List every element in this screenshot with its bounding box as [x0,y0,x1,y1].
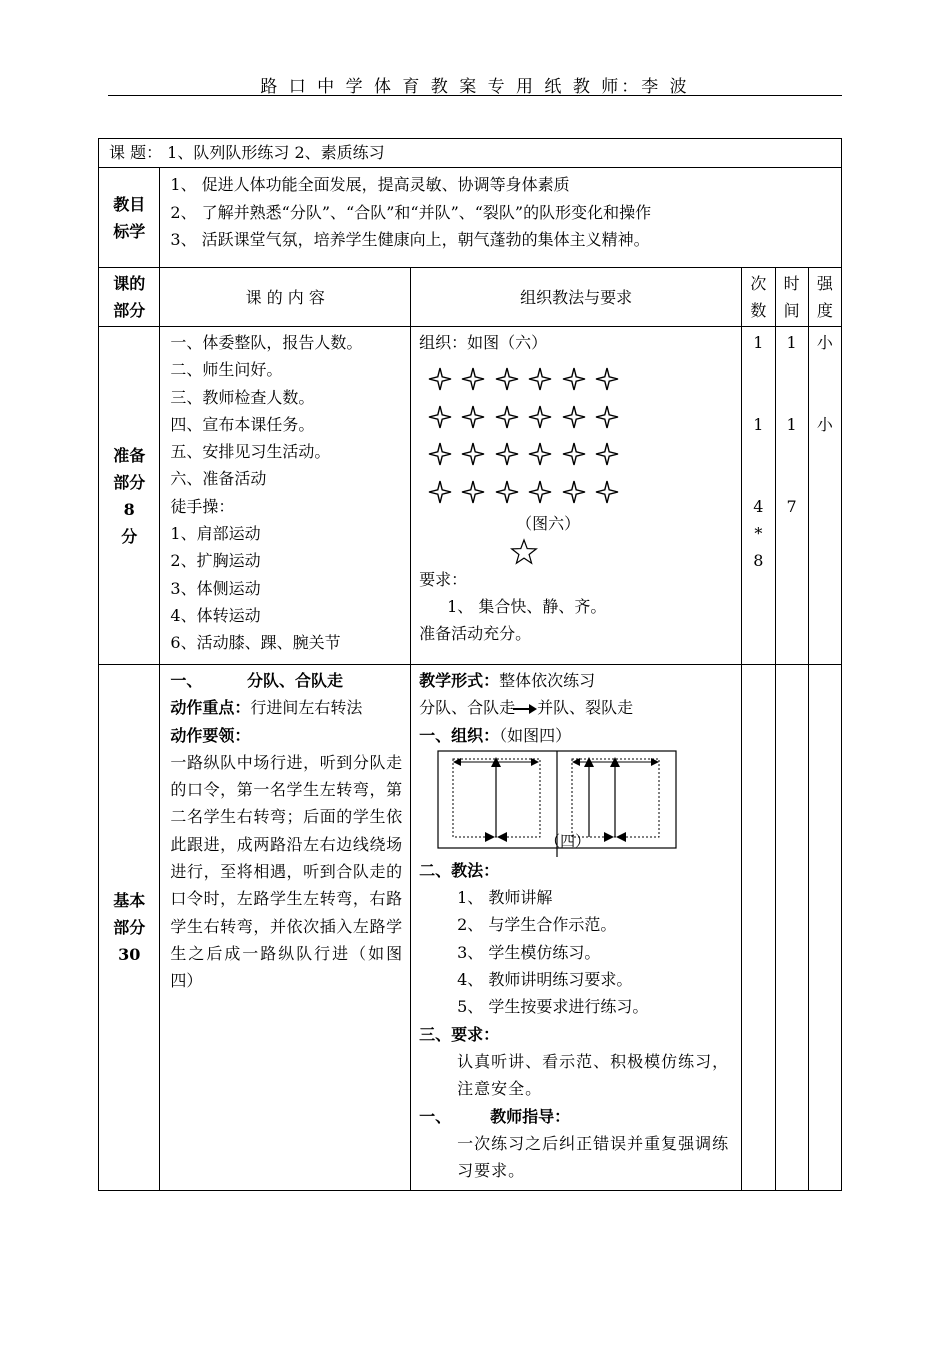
basic-organization [411,665,742,1191]
prep-content [160,327,411,665]
list-item: 四、宣布本课任务。 [170,414,315,434]
basic-intensity [808,665,841,1191]
basic-label-line: 部分 [113,918,146,937]
student-star-icon [557,360,591,398]
list-item: 一、体委整队，报告人数。 [170,333,363,352]
lesson-topic: 课 题： 1、队列队形练习 2、素质练习 [99,139,842,168]
list-item: 1、肩部运动 [170,524,261,544]
prep-times [775,327,808,665]
aim-item: 2、 了解并熟悉“分队”、“合队”和“并队”、“裂队”的队形变化和操作 [170,202,652,222]
method-item: 1、 教师讲解 [457,888,553,908]
student-star-icon [423,435,457,473]
col-part-line2: 部分 [113,301,146,320]
col-method: 组织教法与要求 [411,268,742,327]
figure-six-caption: （图六） [516,514,581,534]
focus-label: 动作重点： [170,698,251,718]
student-star-icon [490,435,524,473]
header-rule [108,95,842,96]
student-star-icon [423,360,457,398]
student-star-icon [591,435,625,473]
col-part [99,268,160,327]
lesson-plan-table [98,138,842,1191]
list-item: 三、教师检查人数。 [170,387,315,407]
time-value: 1 [786,333,797,352]
list-item: 3、体侧运动 [170,578,261,598]
aims-list [160,168,842,268]
student-star-row [423,398,741,436]
basic-label-line: 基本 [113,891,146,910]
drill-text: 分队、合队走 [419,698,516,718]
list-item: 二、师生问好。 [170,360,283,380]
formation-figure-six [423,360,741,510]
aim-item: 3、 活跃课堂气氛，培养学生健康向上，朝气蓬勃的集体主义精神。 [170,230,650,249]
aims-label [99,168,160,268]
col-intensity-line1: 强 [816,274,833,293]
student-star-icon [524,473,558,511]
method-item: 3、 学生模仿练习。 [457,942,601,962]
aims-row [99,168,842,268]
requirement-item: 准备活动充分。 [419,624,532,644]
basic-content [160,665,411,1191]
formation-figure-four [419,749,741,857]
prep-label-line: 分 [121,526,138,546]
student-star-icon [457,398,491,436]
student-star-icon [524,435,558,473]
guidance-text: 一次练习之后纠正错误并重复强调练习要求。 [457,1133,730,1181]
intensity-value: 小 [816,414,833,434]
drill-after-text: 并队、裂队走 [537,698,634,718]
col-content: 课 的 内 容 [160,268,411,327]
prep-row [99,327,842,665]
requirement-item: 1、 集合快、静、齐。 [447,596,607,616]
prep-organization [411,327,742,665]
student-star-row [423,360,741,398]
col-count [742,268,775,327]
teacher-star-icon [419,538,741,566]
basic-heading: 一、 分队、合队走 [170,671,343,690]
count-value: 1 [753,414,764,434]
list-item: 徒手操： [170,496,235,516]
teacher-star-icon [510,538,538,566]
student-star-icon [490,473,524,511]
drill-line [419,694,741,721]
aim-item: 1、 促进人体功能全面发展，提高灵敏、协调等身体素质 [170,175,570,194]
org-label: 一、组织： [419,725,500,745]
student-star-icon [557,398,591,436]
prep-label-line: 8 [123,499,135,519]
col-intensity-line2: 度 [816,301,833,320]
student-star-icon [423,398,457,436]
focus-text: 行进间左右转法 [250,698,363,718]
aims-label-line1: 教目 [113,194,146,214]
method-item: 2、 与学生合作示范。 [457,915,617,935]
prep-label-line: 准备 [113,445,146,465]
org-title: 组织：如图（六） [419,333,548,352]
time-value: 7 [786,496,797,516]
student-star-icon [457,473,491,511]
student-star-icon [457,360,491,398]
count-value: 8 [753,551,764,571]
essentials-text: 一路纵队中场行进，听到分队走的口令，第一名学生左转弯，第二名学生右转弯；后面的学生依此跟进，成两路沿左右边线绕场进行，至将相遇，听到合队走的口令时，左路学生左转弯，右路学生右转弯，并依次插入左路学生之后成一路纵队行进（如图四） [170,752,403,991]
count-value: * [754,524,763,544]
list-item: 6、活动膝、踝、腕关节 [170,633,341,653]
student-star-icon [557,435,591,473]
list-item: 五、安排见习生活动。 [170,442,331,462]
col-time-line2: 间 [783,301,800,320]
list-item: 2、扩胸运动 [170,551,261,571]
method-title: 二、教法： [419,860,500,880]
col-count-line1: 次 [750,274,767,293]
basic-row [99,665,842,1191]
student-star-icon [457,435,491,473]
page-header-title: 路 口 中 学 体 育 教 案 专 用 纸 教 师：李 波 [260,77,690,97]
prep-label-line: 部分 [113,472,146,492]
student-star-icon [524,360,558,398]
student-star-icon [423,473,457,511]
list-item: 六、准备活动 [170,469,267,489]
count-value: 4 [753,496,764,516]
col-part-line1: 课的 [113,274,146,293]
arrow-right-icon [515,702,537,716]
basic-times [775,665,808,1191]
requirement-title: 要求： [419,569,468,589]
topic-row [99,139,842,168]
student-star-icon [490,360,524,398]
col-count-line2: 数 [750,301,767,320]
method-item: 4、 教师讲明练习要求。 [457,970,633,990]
arrow-right-icon [513,702,537,716]
student-star-icon [524,398,558,436]
student-star-icon [490,398,524,436]
essentials-label: 动作要领： [170,725,251,745]
col-time [775,268,808,327]
list-item: 4、体转运动 [170,605,261,625]
method-item: 5、 学生按要求进行练习。 [457,997,649,1017]
prep-counts [742,327,775,665]
form-label: 教学形式： [419,671,500,690]
requirement-text: 认真听讲、看示范、积极模仿练习，注意安全。 [457,1051,730,1099]
guidance-title: 一、 教师指导： [419,1106,571,1126]
column-header-row [99,268,842,327]
requirement-title: 三、要求： [419,1024,500,1044]
basic-label-line: 30 [118,945,141,964]
time-value: 1 [786,414,797,434]
student-star-icon [591,360,625,398]
org-text: （如图四） [499,725,572,745]
figure-four-caption: （四） [545,831,591,850]
student-star-icon [557,473,591,511]
count-value: 1 [753,333,764,352]
student-star-icon [591,473,625,511]
student-star-icon [591,398,625,436]
basic-counts [742,665,775,1191]
student-star-row [423,435,741,473]
prep-intensity [808,327,841,665]
form-text: 整体依次练习 [499,671,596,690]
col-time-line1: 时 [783,274,800,293]
basic-label [99,665,160,1191]
student-star-row [423,473,741,511]
aims-label-line2: 标学 [113,221,146,241]
intensity-value: 小 [816,333,833,352]
prep-label [99,327,160,665]
col-intensity [808,268,841,327]
